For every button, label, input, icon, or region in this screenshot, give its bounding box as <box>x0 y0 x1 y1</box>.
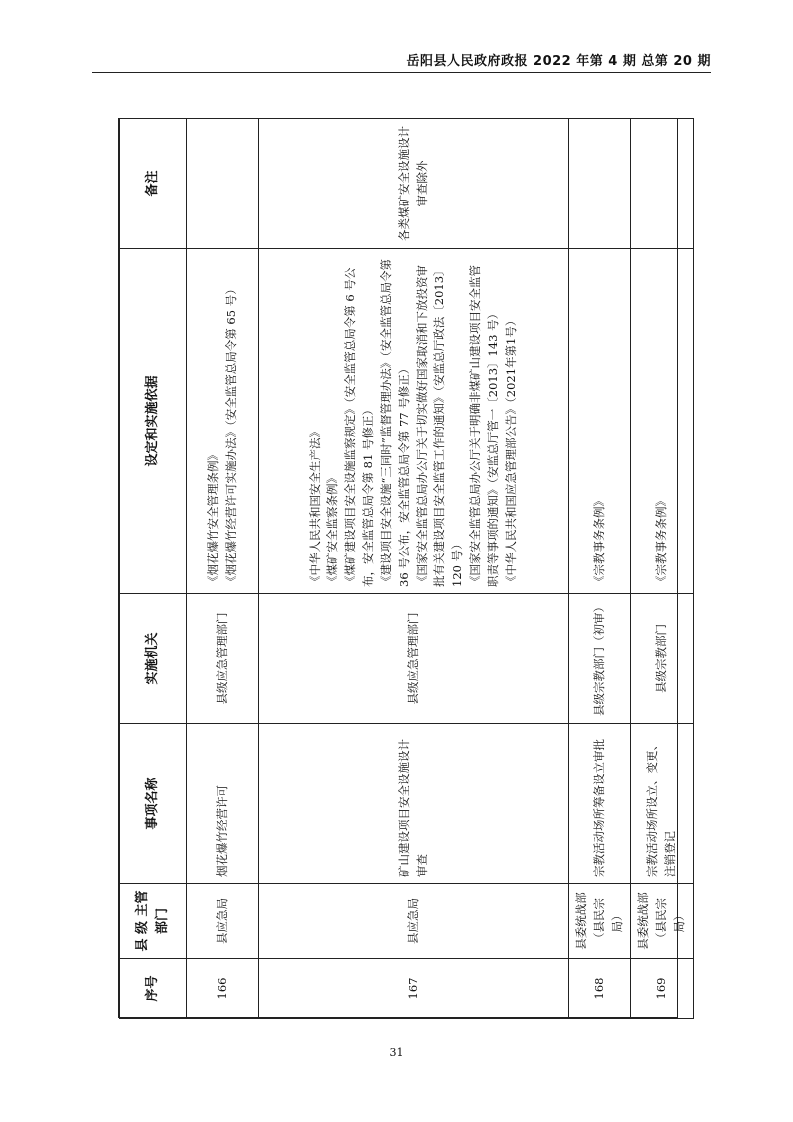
cell-note <box>187 119 259 249</box>
basis-line: 《烟花爆竹安全管理条例》 <box>205 449 220 587</box>
cell-org: 县级应急管理部门 <box>187 594 259 724</box>
table-row <box>259 119 569 1019</box>
basis-line: 《国家安全监管总局办公厅关于切实做好国家取消和下放投资审批有关建设项目安全监管工作的通知》（安监总厅政法〔2013〕120 号） <box>414 264 465 587</box>
cell-org: 县级应急管理部门 <box>259 594 569 724</box>
cell-basis <box>569 249 631 594</box>
basis-line: 《煤矿建设项目安全设施监察规定》（安全监管总局令第 6 号公布，安全监管总局令第 81 号修正） <box>343 267 376 587</box>
table-row <box>569 119 631 1019</box>
cell-no: 167 <box>259 959 569 1019</box>
header-note: 备注 <box>120 119 187 249</box>
cell-name: 宗教活动场所设立、变更、注销登记 <box>631 724 693 884</box>
basis-line: 《烟花爆竹经营许可实施办法》（安全监管总局令第 65 号） <box>223 283 238 587</box>
cell-no: 166 <box>187 959 259 1019</box>
table-frame <box>118 118 687 1018</box>
cell-dept: 县应急局 <box>187 884 259 959</box>
cell-name: 烟花爆竹经营许可 <box>187 724 259 884</box>
cell-org: 县级宗教部门 <box>631 594 693 724</box>
basis-line: 《煤矿安全监察条例》 <box>325 472 340 587</box>
cell-no: 168 <box>569 959 631 1019</box>
approval-items-table <box>119 118 694 1019</box>
cell-name: 矿山建设项目安全设施设计审查 <box>259 724 569 884</box>
cell-note <box>569 119 631 249</box>
header-name: 事项名称 <box>120 724 187 884</box>
basis-line: 《中华人民共和国安全生产法》 <box>307 426 322 587</box>
header-org: 实施机关 <box>120 594 187 724</box>
table-header-row <box>120 119 187 1019</box>
header-dept: 县 级 主管部门 <box>120 884 187 959</box>
table-row <box>631 119 693 1019</box>
cell-no: 169 <box>631 959 693 1019</box>
header-no: 序号 <box>120 959 187 1019</box>
cell-dept: 县委统战部（县民宗局） <box>569 884 631 959</box>
basis-line: 《建设项目安全设施“三同时”监督管理办法》（安全监管总局令第 36 号公布，安全监管总局令第 77 号修正） <box>378 258 411 587</box>
page-number: 31 <box>389 1046 404 1059</box>
rotated-table-container <box>119 119 687 1019</box>
basis-line: 《国家安全监管总局办公厅关于明确非煤矿山建设项目安全监管职责等事项的通知》（安监总厅管一〔2013〕143 号） <box>467 265 500 587</box>
cell-note: 各类煤矿安全设施设计审查除外 <box>259 119 569 249</box>
basis-line: 《宗教事务条例》 <box>591 495 606 587</box>
running-header: 岳阳县人民政府政报 2022 年第 4 期 总第 20 期 <box>406 54 711 69</box>
cell-basis <box>187 249 259 594</box>
header-rule <box>92 72 711 73</box>
basis-line: 《宗教事务条例》 <box>654 495 669 587</box>
cell-basis <box>631 249 693 594</box>
cell-basis <box>259 249 569 594</box>
cell-name: 宗教活动场所筹备设立审批 <box>569 724 631 884</box>
basis-line: 《中华人民共和国应急管理部公告》（2021年第1号） <box>503 314 518 587</box>
cell-dept: 县委统战部（县民宗局） <box>631 884 693 959</box>
cell-note <box>631 119 693 249</box>
table-row <box>187 119 259 1019</box>
header-basis: 设定和实施依据 <box>120 249 187 594</box>
cell-org: 县级宗教部门（初审） <box>569 594 631 724</box>
cell-dept: 县应急局 <box>259 884 569 959</box>
